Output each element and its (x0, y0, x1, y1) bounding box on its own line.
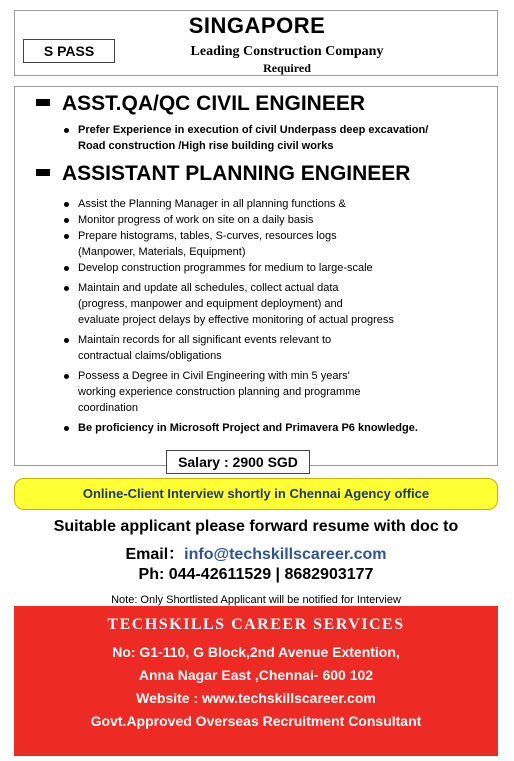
pass-type-badge: S PASS (23, 39, 115, 63)
apply-instruction: Suitable applicant please forward resume with doc to (53, 518, 459, 535)
job-title-text: ASST.QA/QC CIVIL ENGINEER (62, 92, 365, 115)
job-title-qa-qc (36, 92, 365, 116)
list-item-text: Prefer Experience in execution of civil Underpass deep excavation/ (78, 124, 429, 136)
header (14, 10, 498, 76)
job-title-text: ASSISTANT PLANNING ENGINEER (62, 162, 411, 185)
address-line-1: No: G1-110, G Block,2nd Avenue Extention, (112, 644, 400, 660)
list-item (64, 260, 458, 276)
list-item-text: Possess a Degree in Civil Engineering with min 5 years' (78, 370, 350, 382)
country-title: SINGAPORE (188, 13, 326, 38)
website-line: Website : www.techskillscareer.com (136, 690, 376, 706)
list-item-text: Maintain and update all schedules, collect actual data (78, 282, 339, 294)
list-item-text: evaluate project delays by effective monitoring of actual progress (78, 314, 394, 326)
list-item (64, 280, 458, 328)
qa-qc-requirements (64, 122, 428, 154)
list-item (64, 212, 458, 228)
job-advertisement (14, 10, 498, 750)
list-item-text: (progress, manpower and equipment deployment) and (78, 298, 343, 310)
list-item (64, 196, 458, 212)
agency-footer (14, 606, 498, 756)
note-label: Note: (111, 594, 138, 606)
planning-responsibilities (64, 196, 458, 436)
company-line: Leading Construction Company (190, 44, 384, 59)
list-item (64, 368, 458, 416)
list-item-text: coordination (78, 402, 138, 414)
list-item-text: (Manpower, Materials, Equipment) (78, 246, 246, 258)
email-link[interactable]: info@techskillscareer.com (184, 546, 387, 563)
list-item (64, 420, 458, 436)
address-line-2: Anna Nagar East ,Chennai- 600 102 (138, 667, 374, 683)
list-item-text: contractual claims/obligations (78, 350, 222, 362)
agency-name: TECHSKILLS CAREER SERVICES (107, 616, 405, 633)
email-line (14, 541, 498, 564)
note-text: Only Shortlisted Applicant will be notified for Interview (137, 594, 401, 606)
square-bullet-icon (36, 169, 50, 176)
list-item-text: Road construction /High rise building civil works (78, 140, 334, 152)
list-item-text: Prepare histograms, tables, S-curves, resources logs (78, 230, 337, 242)
list-item (64, 228, 458, 260)
list-item-text: Develop construction programmes for medium to large-scale (78, 262, 373, 274)
salary-box: Salary : 2900 SGD (166, 450, 310, 474)
required-line: Required (263, 61, 311, 75)
tagline: Govt.Approved Overseas Recruitment Consultant (90, 713, 422, 729)
list-item (64, 122, 428, 154)
list-item-text: Monitor progress of work on site on a daily basis (78, 214, 314, 226)
list-item-text: working experience construction planning and programme (78, 386, 361, 398)
square-bullet-icon (36, 99, 50, 106)
email-label: Email： (125, 546, 185, 563)
job-title-planning (36, 162, 410, 186)
list-item-text: Assist the Planning Manager in all planning functions & (78, 198, 346, 210)
list-item (64, 332, 458, 364)
list-item-text: Maintain records for all significant events relevant to (78, 334, 332, 346)
interview-banner: Online-Client Interview shortly in Chennai Agency office (14, 478, 498, 510)
list-item-text: Be proficiency in Microsoft Project and Primavera P6 knowledge. (78, 422, 418, 434)
phone-line: Ph: 044-42611529 | 8682903177 (138, 566, 374, 583)
